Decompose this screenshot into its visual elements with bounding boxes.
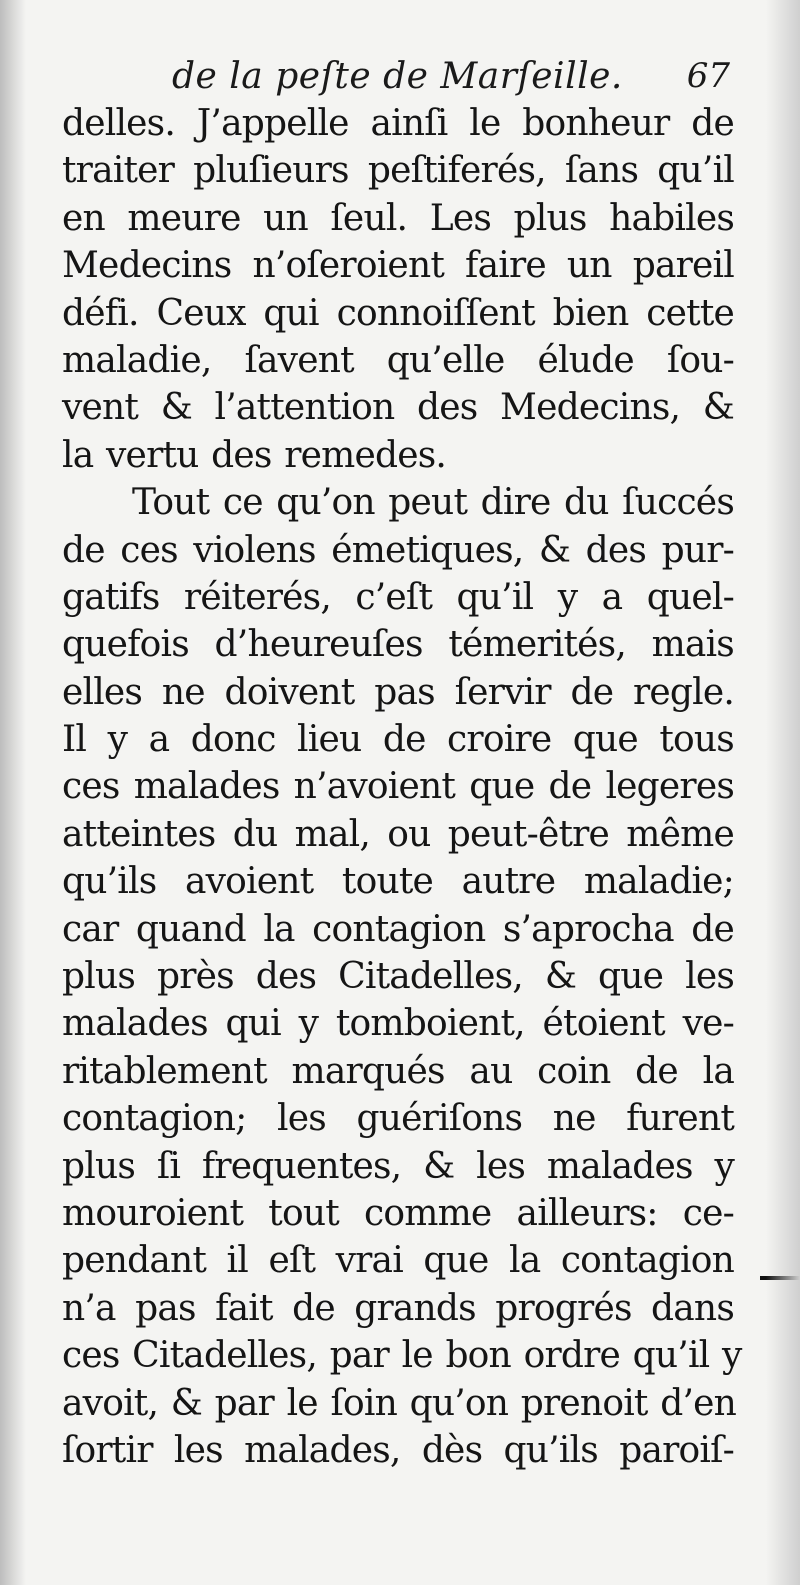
- text-line: plus ſi frequentes, & les malades y: [62, 1145, 734, 1187]
- paragraph-first-line: Tout ce qu’on peut dire du ſuccés: [132, 482, 734, 524]
- text-line: Medecins n’oſeroient faire un pareil: [62, 245, 734, 287]
- text-line: traiter pluſieurs peſtiferés, ſans qu’il: [62, 150, 734, 192]
- text-line: ces Citadelles, par le bon ordre qu’il y: [62, 1335, 742, 1377]
- text-line: atteintes du mal, ou peut-être même: [62, 813, 734, 855]
- text-line: elles ne doivent pas ſervir de regle.: [62, 671, 734, 713]
- text-line: car quand la contagion s’aprocha de: [62, 908, 734, 950]
- text-line: n’a pas fait de grands progrés dans: [62, 1287, 734, 1329]
- text-line: contagion; les guériſons ne furent: [62, 1098, 734, 1140]
- text-line: la vertu des remedes.: [62, 434, 447, 476]
- text-line: pendant il eſt vrai que la contagion: [62, 1240, 734, 1282]
- text-line: en meure un ſeul. Les plus habiles: [62, 197, 734, 239]
- text-line: mouroient tout comme ailleurs: ce-: [62, 1192, 734, 1234]
- text-line: delles. J’appelle ainſi le bonheur de: [62, 103, 734, 144]
- text-line: défi. Ceux qui connoiſſent bien cette: [62, 292, 734, 334]
- text-line: plus près des Citadelles, & que les: [62, 956, 734, 998]
- page-number: 67: [686, 56, 730, 96]
- text-line: ritablement marqués au coin de la: [62, 1050, 734, 1092]
- text-line: gatifs réiterés, c’eſt qu’il y a quel-: [62, 576, 734, 618]
- text-line: de ces violens émetiques, & des pur-: [62, 529, 734, 571]
- text-line: malades qui y tomboient, étoient ve-: [62, 1003, 734, 1045]
- text-line: qu’ils avoient toute autre maladie;: [62, 861, 734, 903]
- running-head: [172, 52, 732, 102]
- body-text: [62, 100, 742, 1474]
- text-line: avoit, & par le ſoin qu’on prenoit d’en: [62, 1382, 736, 1424]
- margin-mark: [760, 1276, 800, 1280]
- text-line: maladie, ſavent qu’elle élude ſou-: [62, 339, 734, 381]
- text-line: ſortir les malades, dès qu’ils paroiſ-: [62, 1429, 734, 1471]
- running-title: de la peſte de Marſeille.: [172, 56, 623, 97]
- text-line: ces malades n’avoient que de legeres: [62, 766, 734, 808]
- text-line: vent & l’attention des Medecins, &: [62, 387, 734, 429]
- text-line: Il y a donc lieu de croire que tous: [62, 719, 734, 761]
- text-line: quefois d’heureuſes témerités, mais: [62, 624, 734, 666]
